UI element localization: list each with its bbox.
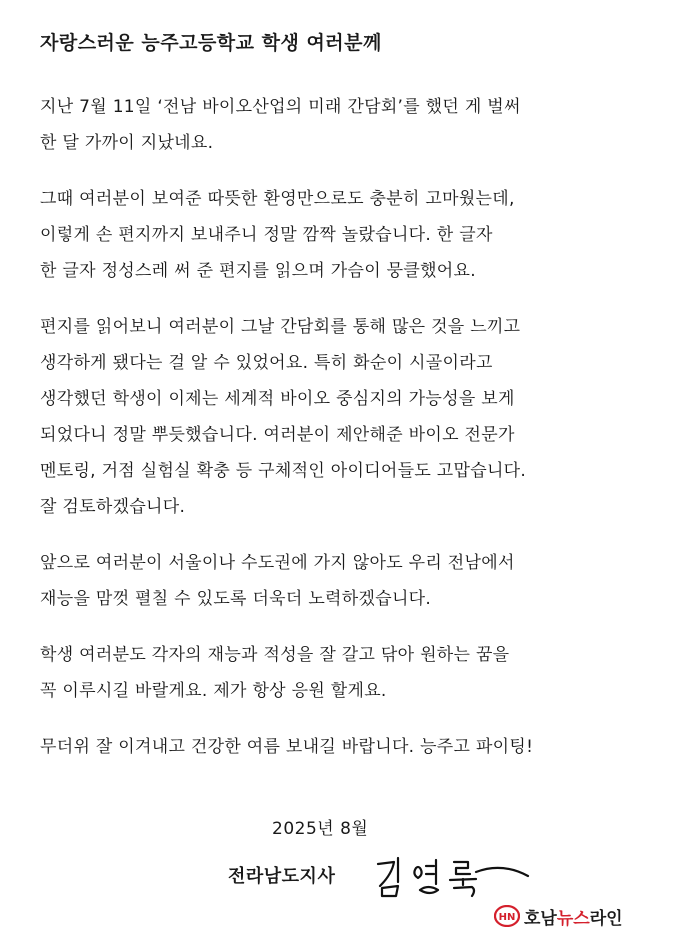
letter-greeting: 자랑스러운 능주고등학교 학생 여러분께 <box>40 32 382 54</box>
letter-line: 재능을 맘껏 펼칠 수 있도록 더욱더 노력하겠습니다. <box>40 589 432 609</box>
letter-line: 생각하게 됐다는 걸 알 수 있었어요. 특히 화순이 시골이라고 <box>40 353 493 373</box>
hn-logo-icon <box>494 905 520 927</box>
letter-line: 한 달 가까이 지났네요. <box>40 133 214 153</box>
letter-line: 멘토링, 거점 실험실 확충 등 구체적인 아이디어들도 고맙습니다. <box>40 461 527 481</box>
signer-title: 전라남도지사 <box>228 866 336 887</box>
letter-line: 한 글자 정성스레 써 준 편지를 읽으며 가슴이 뭉클했어요. <box>40 261 476 281</box>
letter-date: 2025년 8월 <box>272 819 369 839</box>
hn-logo-text: HN <box>498 912 516 923</box>
letter-line: 이렇게 손 편지까지 보내주니 정말 깜짝 놀랐습니다. 한 글자 <box>40 225 493 245</box>
letter-line: 되었다니 정말 뿌듯했습니다. 여러분이 제안해준 바이오 전문가 <box>40 425 515 445</box>
news-watermark <box>494 903 623 929</box>
letter-line: 잘 검토하겠습니다. <box>40 497 186 517</box>
letter-line: 생각했던 학생이 이제는 세계적 바이오 중심지의 가능성을 보게 <box>40 389 515 409</box>
letter-line: 앞으로 여러분이 서울이나 수도권에 가지 않아도 우리 전남에서 <box>40 553 515 573</box>
letter-line: 무더위 잘 이겨내고 건강한 여름 보내길 바랍니다. 능주고 파이팅! <box>40 737 534 757</box>
handwritten-signature <box>372 852 532 898</box>
letter-line: 편지를 읽어보니 여러분이 그날 간담회를 통해 많은 것을 느끼고 <box>40 317 521 337</box>
letter-line: 학생 여러분도 각자의 재능과 적성을 잘 갈고 닦아 원하는 꿈을 <box>40 645 510 665</box>
watermark-text: 호남뉴스라인 <box>524 908 623 929</box>
letter-line: 지난 7월 11일 ‘전남 바이오산업의 미래 간담회’를 했던 게 벌써 <box>40 97 521 117</box>
letter-line: 그때 여러분이 보여준 따뜻한 환영만으로도 충분히 고마웠는데, <box>40 189 515 209</box>
letter-line: 꼭 이루시길 바랄게요. 제가 항상 응원 할게요. <box>40 681 387 701</box>
